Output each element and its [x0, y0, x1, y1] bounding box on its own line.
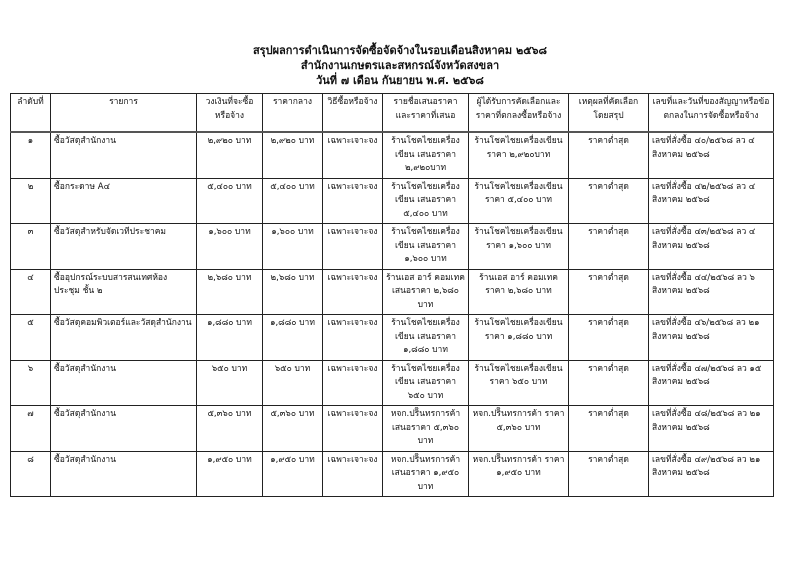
cell-winner: หจก.ปริินทรการค้า ราคา ๕,๓๖๐ บาท	[469, 406, 569, 452]
cell-median: ๒,๙๒๐ บาท	[263, 132, 323, 178]
cell-offer: ร้านเอส อาร์ คอมเทค เสนอราคา ๒,๖๘๐ บาท	[383, 269, 469, 315]
cell-median: ๕,๓๖๐ บาท	[263, 406, 323, 452]
cell-offer: ร้านโชคไชยเครื่องเขียน เสนอราคา ๑,๖๐๐ บาท	[383, 224, 469, 270]
cell-budget: ๖๕๐ บาท	[197, 360, 263, 406]
cell-contract: เลขที่สั่งซื้อ ๔๗/๒๕๖๘ ลว ๑๕ สิงหาคม ๒๕๖๘	[649, 360, 774, 406]
cell-median: ๖๕๐ บาท	[263, 360, 323, 406]
cell-offer: หจก.ปริินทรการค้า เสนอราคา ๑,๙๕๐ บาท	[383, 451, 469, 497]
cell-winner: หจก.ปริินทรการค้า ราคา ๑,๙๕๐ บาท	[469, 451, 569, 497]
cell-reason: ราคาต่ำสุด	[569, 315, 649, 361]
cell-median: ๒,๖๘๐ บาท	[263, 269, 323, 315]
cell-median: ๑,๘๘๐ บาท	[263, 315, 323, 361]
header-winner: ผู้ได้รับการคัดเลือกและราคาที่ตกลงซื้อหรือจ้าง	[469, 94, 569, 133]
cell-budget: ๑,๘๘๐ บาท	[197, 315, 263, 361]
cell-no: ๑	[11, 132, 51, 178]
cell-item: ซื้อวัสดุสำนักงาน	[51, 360, 197, 406]
cell-item: ซื้อวัสดุสำนักงาน	[51, 451, 197, 497]
title-line-3: วันที่ ๗ เดือน กันยายน พ.ศ. ๒๕๖๘	[316, 74, 484, 87]
cell-offer: ร้านโชคไชยเครื่องเขียน เสนอราคา ๖๕๐ บาท	[383, 360, 469, 406]
cell-contract: เลขที่สั่งซื้อ ๔๘/๒๕๖๘ ลว ๒๑ สิงหาคม ๒๕๖๘	[649, 406, 774, 452]
cell-reason: ราคาต่ำสุด	[569, 406, 649, 452]
document-title	[0, 44, 800, 89]
cell-method: เฉพาะเจาะจง	[323, 224, 383, 270]
cell-no: ๕	[11, 315, 51, 361]
cell-no: ๗	[11, 406, 51, 452]
header-offers: รายชื่อเสนอราคาและราคาที่เสนอ	[383, 94, 469, 133]
table-row	[11, 224, 774, 270]
cell-offer: ร้านโชคไชยเครื่องเขียน เสนอราคา ๒,๙๒๐บาท	[383, 132, 469, 178]
cell-contract: เลขที่สั่งซื้อ ๔๓/๒๕๖๘ ลว ๔ สิงหาคม ๒๕๖๘	[649, 224, 774, 270]
cell-no: ๓	[11, 224, 51, 270]
cell-no: ๘	[11, 451, 51, 497]
title-line-2: สำนักงานเกษตรและสหกรณ์จังหวัดสงขลา	[300, 59, 500, 72]
cell-budget: ๑,๖๐๐ บาท	[197, 224, 263, 270]
table-row	[11, 451, 774, 497]
cell-item: ซื้อวัสดุสำนักงาน	[51, 406, 197, 452]
cell-winner: ร้านโชคไชยเครื่องเขียน ราคา ๑,๘๘๐ บาท	[469, 315, 569, 361]
cell-budget: ๑,๙๕๐ บาท	[197, 451, 263, 497]
header-method: วิธีซื้อหรือจ้าง	[323, 94, 383, 133]
cell-winner: ร้านโชคไชยเครื่องเขียน ราคา ๑,๖๐๐ บาท	[469, 224, 569, 270]
cell-budget: ๒,๙๒๐ บาท	[197, 132, 263, 178]
cell-contract: เลขที่สั่งซื้อ ๔๖/๒๕๖๘ ลว ๒๑ สิงหาคม ๒๕๖๘	[649, 315, 774, 361]
cell-method: เฉพาะเจาะจง	[323, 132, 383, 178]
header-item: รายการ	[51, 94, 197, 133]
cell-contract: เลขที่สั่งซื้อ ๔๐/๒๕๖๘ ลว ๔ สิงหาคม ๒๕๖๘	[649, 132, 774, 178]
cell-winner: ร้านโชคไชยเครื่องเขียน ราคา ๖๕๐ บาท	[469, 360, 569, 406]
cell-item: ซื้อวัสดุสำหรับจัดเวทีประชาคม	[51, 224, 197, 270]
cell-reason: ราคาต่ำสุด	[569, 224, 649, 270]
cell-no: ๒	[11, 178, 51, 224]
header-reason: เหตุผลที่คัดเลือกโดยสรุป	[569, 94, 649, 133]
table-row	[11, 315, 774, 361]
cell-item: ซื้อกระดาษ A๔	[51, 178, 197, 224]
table-row	[11, 178, 774, 224]
cell-budget: ๕,๓๖๐ บาท	[197, 406, 263, 452]
procurement-table	[10, 93, 774, 497]
cell-item: ซื้อวัสดุคอมพิวเตอร์และวัสดุสำนักงาน	[51, 315, 197, 361]
cell-method: เฉพาะเจาะจง	[323, 451, 383, 497]
cell-no: ๖	[11, 360, 51, 406]
cell-method: เฉพาะเจาะจง	[323, 360, 383, 406]
table-row	[11, 269, 774, 315]
cell-winner: ร้านเอส อาร์ คอมเทค ราคา ๒,๖๘๐ บาท	[469, 269, 569, 315]
cell-method: เฉพาะเจาะจง	[323, 269, 383, 315]
cell-item: ซื้อวัสดุสำนักงาน	[51, 132, 197, 178]
title-line-1: สรุปผลการดำเนินการจัดซื้อจัดจ้างในรอบเดือนสิงหาคม ๒๕๖๘	[252, 44, 548, 57]
table-row	[11, 132, 774, 178]
cell-reason: ราคาต่ำสุด	[569, 360, 649, 406]
header-budget: วงเงินที่จะซื้อหรือจ้าง	[197, 94, 263, 133]
cell-contract: เลขที่สั่งซื้อ ๔๒/๒๕๖๘ ลว ๔ สิงหาคม ๒๕๖๘	[649, 178, 774, 224]
cell-reason: ราคาต่ำสุด	[569, 269, 649, 315]
cell-median: ๕,๔๐๐ บาท	[263, 178, 323, 224]
cell-offer: ร้านโชคไชยเครื่องเขียน เสนอราคา ๕,๔๐๐ บาท	[383, 178, 469, 224]
cell-median: ๑,๙๕๐ บาท	[263, 451, 323, 497]
cell-budget: ๒,๖๘๐ บาท	[197, 269, 263, 315]
cell-reason: ราคาต่ำสุด	[569, 451, 649, 497]
cell-reason: ราคาต่ำสุด	[569, 132, 649, 178]
cell-offer: ร้านโชคไชยเครื่องเขียน เสนอราคา ๑,๘๘๐ บาท	[383, 315, 469, 361]
cell-winner: ร้านโชคไชยเครื่องเขียน ราคา ๕,๔๐๐ บาท	[469, 178, 569, 224]
cell-winner: ร้านโชคไชยเครื่องเขียน ราคา ๒,๙๒๐บาท	[469, 132, 569, 178]
cell-budget: ๕,๔๐๐ บาท	[197, 178, 263, 224]
cell-offer: หจก.ปริินทรการค้า เสนอราคา ๕,๓๖๐ บาท	[383, 406, 469, 452]
cell-reason: ราคาต่ำสุด	[569, 178, 649, 224]
header-median-price: ราคากลาง	[263, 94, 323, 133]
table-row	[11, 406, 774, 452]
cell-item: ซื้ออุปกรณ์ระบบสารสนเทศห้องประชุม ชั้น ๒	[51, 269, 197, 315]
cell-method: เฉพาะเจาะจง	[323, 178, 383, 224]
header-contract: เลขที่และวันที่ของสัญญาหรือข้อตกลงในการจัดซื้อหรือจ้าง	[649, 94, 774, 133]
cell-no: ๔	[11, 269, 51, 315]
table-header-row	[11, 94, 774, 133]
cell-method: เฉพาะเจาะจง	[323, 315, 383, 361]
cell-median: ๑,๖๐๐ บาท	[263, 224, 323, 270]
cell-method: เฉพาะเจาะจง	[323, 406, 383, 452]
header-no: ลำดับที่	[11, 94, 51, 133]
cell-contract: เลขที่สั่งซื้อ ๔๙/๒๕๖๘ ลว ๒๑ สิงหาคม ๒๕๖๘	[649, 451, 774, 497]
cell-contract: เลขที่สั่งซื้อ ๔๔/๒๕๖๘ ลว ๖ สิงหาคม ๒๕๖๘	[649, 269, 774, 315]
table-row	[11, 360, 774, 406]
